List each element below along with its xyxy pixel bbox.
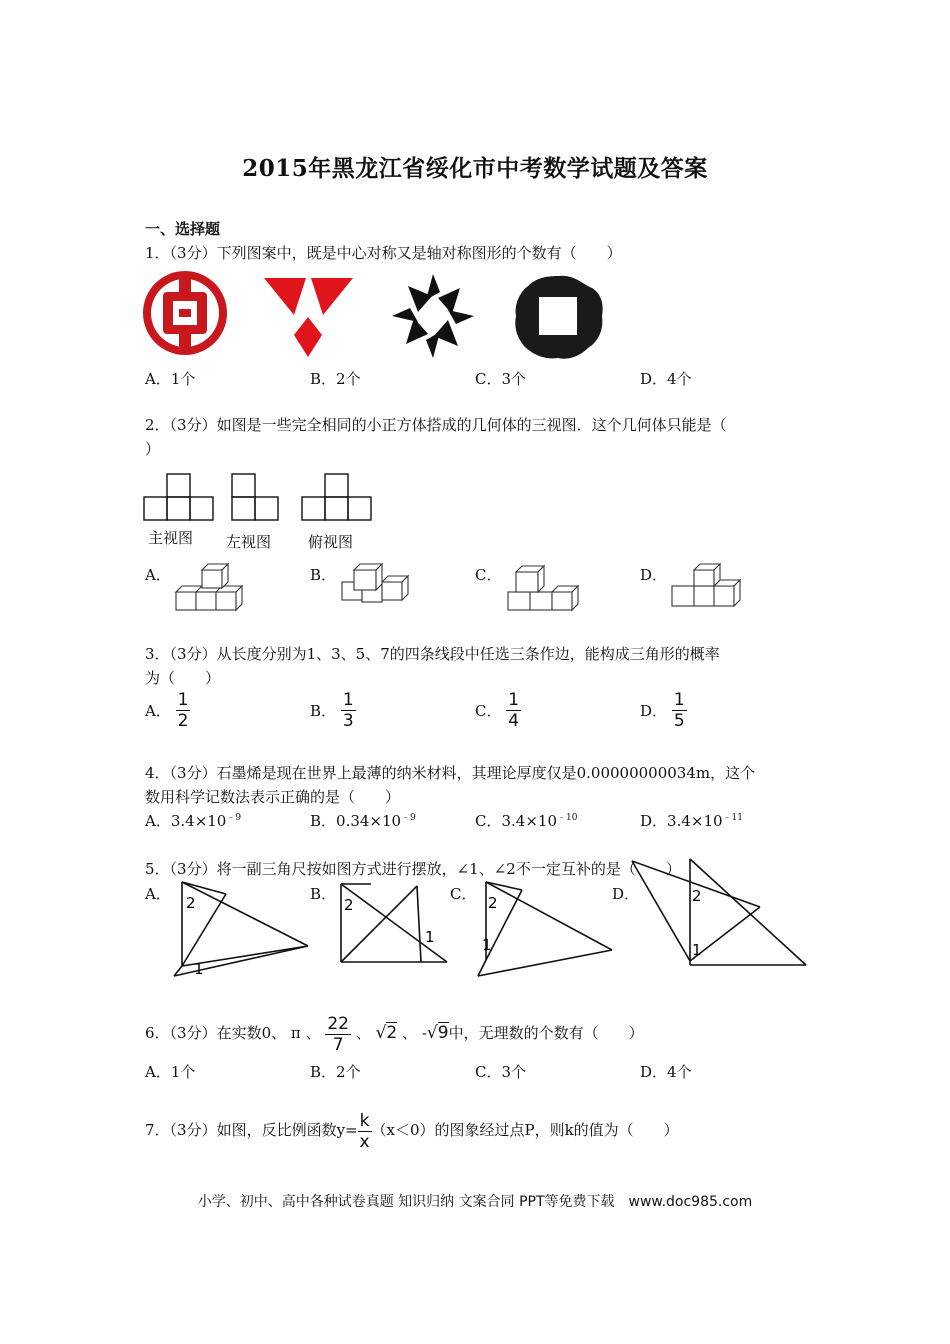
q3-option-a-fraction: [176, 690, 191, 731]
q4-option-c-exponent: ﹣10: [557, 813, 578, 823]
question-5-text: 5．（3分）将一副三角尺按如图方式进行摆放，∠1、∠2不一定互补的是（ ）: [145, 860, 681, 878]
q4-option-b-exponent: ﹣9: [401, 813, 416, 823]
radicand: 2: [386, 1023, 398, 1043]
angle-label-2: 2: [488, 894, 498, 912]
fraction-numerator: 1: [673, 690, 685, 710]
q6-option-a: A．1个: [145, 1063, 196, 1081]
q2-cubes-d-figure: [668, 562, 744, 614]
q4-option-d-exponent: ﹣11: [722, 813, 743, 823]
q3-option-b-fraction: [341, 690, 356, 731]
q2-option-d: D．: [640, 566, 668, 584]
sqrt-9-expression: [427, 1022, 449, 1043]
q4-option-b: [310, 810, 416, 831]
left-view-label: 左视图: [226, 533, 272, 551]
three-diamonds-figure: [262, 275, 357, 360]
question-6-text: [145, 1010, 644, 1056]
q5-option-b: B．: [310, 885, 337, 903]
q7-prefix: 7．（3分）如图，反比例函数y=: [145, 1121, 358, 1139]
q3-option-a-label: A．: [145, 702, 171, 720]
fraction-denominator: 2: [177, 711, 189, 731]
fraction-numerator: k: [359, 1110, 370, 1131]
q6-option-d: D．4个: [640, 1063, 692, 1081]
bank-logo-figure: [140, 270, 240, 360]
q1-option-b: B．2个: [310, 370, 361, 388]
q5-option-c: C．: [450, 885, 477, 903]
fraction-denominator: 3: [342, 711, 354, 731]
fraction-numerator: 1: [342, 690, 354, 710]
question-3-line2: 为（ ）: [145, 669, 221, 687]
q2-option-c: C．: [475, 566, 502, 584]
q4-option-a-exponent: ﹣9: [226, 813, 242, 823]
top-view-label: 俯视图: [308, 533, 354, 551]
radicand: 9: [437, 1023, 449, 1043]
three-views-figure: [142, 470, 382, 526]
question-4-line2: 数用科学记数法表示正确的是（ ）: [145, 788, 401, 806]
q6-suffix: 中，无理数的个数有（ ）: [448, 1024, 644, 1042]
q6-separator-2: 、: [355, 1024, 371, 1042]
q6-separator-3: 、: [402, 1024, 418, 1042]
angle-label-1: 1: [194, 960, 204, 978]
q3-option-a: [145, 690, 190, 731]
section-heading: 一、选择题: [145, 220, 221, 238]
fraction-numerator: 1: [508, 690, 520, 710]
radical-icon: √: [375, 1023, 387, 1043]
fraction-denominator: x: [359, 1131, 370, 1152]
q4-option-a-label: A．3.4×10: [145, 812, 227, 830]
angle-label-2: 2: [186, 894, 196, 912]
angle-label-1: 1: [482, 936, 492, 954]
question-2-line2: ）: [145, 440, 161, 458]
q6-separator-1: 、: [305, 1024, 321, 1042]
question-4-line1: 4．（3分）石墨烯是现在世界上最薄的纳米材料，其理论厚度仅是0.00000000034m，这个: [145, 764, 756, 782]
fraction-denominator: 7: [332, 1034, 344, 1055]
angle-label-2: 2: [692, 887, 702, 905]
q4-option-a: [145, 810, 241, 831]
question-3-line1: 3．（3分）从长度分别为1、3、5、7的四条线段中任选三条作边，能构成三角形的概率: [145, 645, 720, 663]
q3-option-b-label: B．: [310, 702, 337, 720]
q3-option-d: [640, 690, 687, 731]
q6-option-c: C．3个: [475, 1063, 527, 1081]
negative-sign: -: [421, 1024, 427, 1042]
q3-option-d-label: D．: [640, 702, 668, 720]
q5-triangles-d-figure: [630, 855, 810, 970]
front-view-label: 主视图: [148, 529, 194, 547]
q2-cubes-b-figure: [338, 562, 414, 614]
coin-square-figure: [512, 272, 607, 362]
q1-option-d: D．4个: [640, 370, 692, 388]
question-2-line1: 2．（3分）如图是一些完全相同的小正方体搭成的几何体的三视图．这个几何体只能是（: [145, 416, 727, 434]
question-7-text: [145, 1108, 679, 1152]
q2-cubes-a-figure: [172, 562, 248, 614]
q3-option-c: [475, 690, 521, 731]
question-1-text: 1．（3分）下列图案中，既是中心对称又是轴对称图形的个数有（ ）: [145, 244, 622, 262]
q6-option-b: B．2个: [310, 1063, 361, 1081]
angle-label-1: 1: [692, 941, 702, 959]
q5-triangles-a-figure: [170, 880, 315, 980]
fraction-denominator: 5: [673, 711, 685, 731]
q1-option-a: A．1个: [145, 370, 196, 388]
q4-option-d-label: D．3.4×10: [640, 812, 723, 830]
q3-option-d-fraction: [672, 690, 687, 731]
fraction-numerator: 22: [327, 1013, 349, 1034]
q5-option-a: A．: [145, 885, 171, 903]
q5-triangles-c-figure: [472, 880, 617, 980]
q6-fraction: [325, 1014, 351, 1055]
q5-option-d: D．: [612, 885, 640, 903]
q4-option-c-label: C．3.4×10: [475, 812, 557, 830]
angle-label-2: 2: [344, 896, 354, 914]
q3-option-b: [310, 690, 356, 731]
q4-option-b-label: B．0.34×10: [310, 812, 402, 830]
q4-option-c: [475, 810, 577, 831]
page-footer: 小学、初中、高中各种试卷真题 知识归纳 文案合同 PPT等免费下载 www.doc985.com: [197, 1194, 753, 1210]
q2-option-a: A．: [145, 566, 171, 584]
angle-label-1: 1: [425, 928, 435, 946]
q7-fraction: [358, 1111, 372, 1152]
sqrt-2-expression: [376, 1022, 398, 1043]
q4-option-d: [640, 810, 743, 831]
q6-prefix: 6．（3分）在实数0、: [145, 1024, 287, 1042]
q5-triangles-b-figure: [335, 880, 455, 970]
q1-option-c: C．3个: [475, 370, 527, 388]
fraction-denominator: 4: [508, 711, 520, 731]
q3-option-c-label: C．: [475, 702, 502, 720]
radical-icon: √: [426, 1023, 438, 1043]
pi-symbol: π: [290, 1024, 301, 1042]
q2-cubes-c-figure: [504, 562, 580, 614]
q3-option-c-fraction: [506, 690, 521, 731]
q2-option-b: B．: [310, 566, 337, 584]
page-title: 2015年黑龙江省绥化市中考数学试题及答案: [242, 155, 708, 182]
q7-suffix: （x＜0）的图象经过点P，则k的值为（ ）: [371, 1121, 679, 1139]
four-stars-figure: [388, 272, 478, 360]
fraction-numerator: 1: [177, 690, 189, 710]
